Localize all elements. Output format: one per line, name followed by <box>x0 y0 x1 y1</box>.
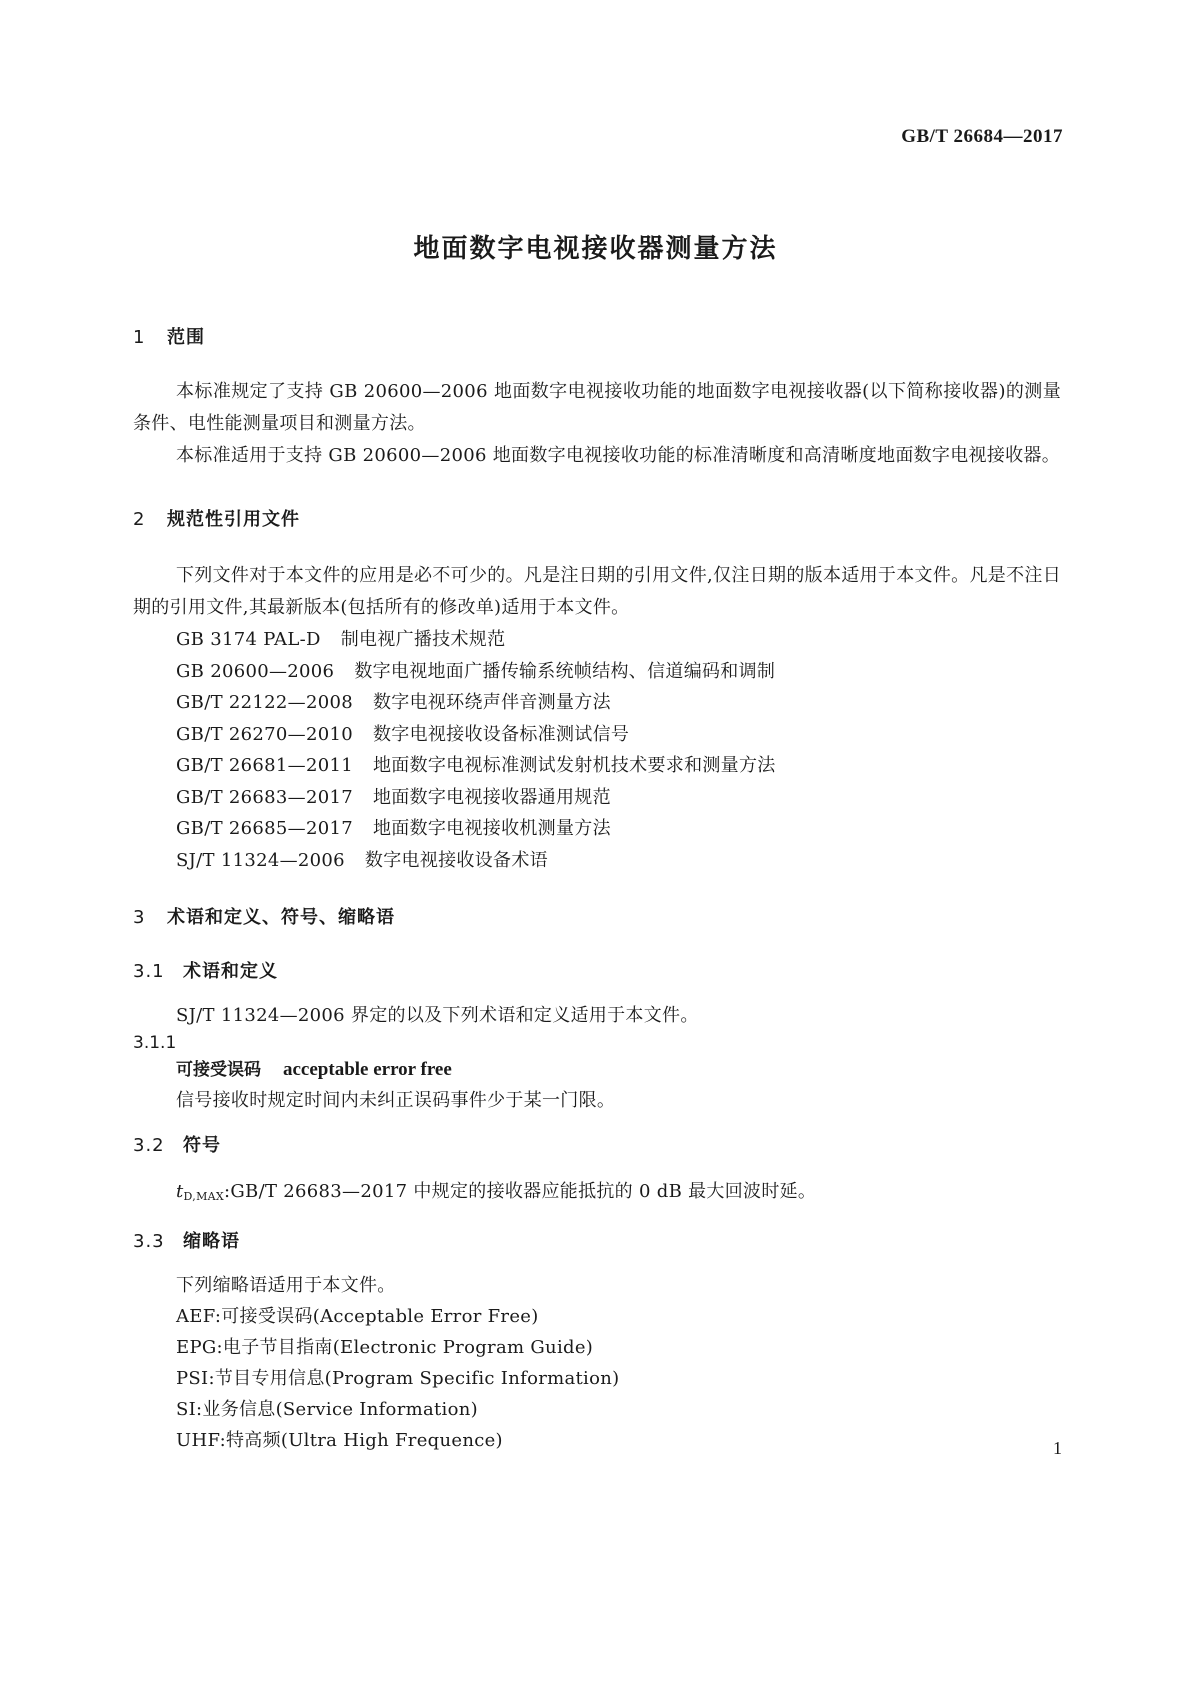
subsection-3-1-heading <box>133 960 1061 984</box>
section-title: 术语和定义、符号、缩略语 <box>167 907 395 928</box>
section-number: 2 <box>133 509 146 530</box>
reference-item <box>176 624 1061 656</box>
subsection-3-3-heading <box>133 1230 1061 1254</box>
subsection-title: 术语和定义 <box>183 961 278 982</box>
paragraph: 下列缩略语适用于本文件。 <box>176 1275 396 1296</box>
symbol-text: :GB/T 26683—2017 中规定的接收器应能抵抗的 0 dB 最大回波时延。 <box>224 1181 817 1202</box>
subsection-number: 3.3 <box>133 1231 165 1252</box>
reference-item <box>176 782 1061 814</box>
term-number: 3.1.1 <box>133 1033 177 1053</box>
reference-code: GB 20600—2006 <box>176 660 335 682</box>
reference-code: GB/T 26270—2010 <box>176 723 353 745</box>
abbreviation-item: EPG:电子节目指南(Electronic Program Guide) <box>176 1337 594 1358</box>
symbol-definition <box>176 1176 1061 1212</box>
reference-item <box>176 656 1061 688</box>
paragraph: 下列文件对于本文件的应用是必不可少的。凡是注日期的引用文件,仅注日期的版本适用于本文件。凡是不注日期的引用文件,其最新版本(包括所有的修改单)适用于本文件。 <box>133 565 1061 618</box>
reference-code: GB/T 26685—2017 <box>176 818 353 839</box>
abbreviation-item: AEF:可接受误码(Acceptable Error Free) <box>176 1306 539 1327</box>
page-number: 1 <box>1053 1438 1062 1458</box>
reference-name: 数字电视接收设备术语 <box>364 849 548 871</box>
term-definition: 信号接收时规定时间内未纠正误码事件少于某一门限。 <box>176 1090 616 1111</box>
document-title: 地面数字电视接收器测量方法 <box>413 234 778 264</box>
term-english: acceptable error free <box>283 1059 452 1080</box>
term-chinese: 可接受误码 <box>176 1060 261 1080</box>
subsection-title: 缩略语 <box>183 1231 240 1252</box>
reference-name: 数字电视接收设备标准测试信号 <box>372 723 630 745</box>
abbreviation-item: PSI:节目专用信息(Program Specific Information) <box>176 1368 620 1389</box>
reference-name: 制电视广播技术规范 <box>340 629 506 650</box>
reference-item <box>176 845 1061 877</box>
reference-code: SJ/T 11324—2006 <box>176 849 345 871</box>
document-body <box>133 326 1061 1456</box>
paragraph: SJ/T 11324—2006 界定的以及下列术语和定义适用于本文件。 <box>176 1005 699 1026</box>
reference-item <box>176 750 1061 782</box>
abbreviation-item: SI:业务信息(Service Information) <box>176 1399 478 1420</box>
reference-name: 数字电视地面广播传输系统帧结构、信道编码和调制 <box>354 660 776 682</box>
reference-item <box>176 687 1061 719</box>
subsection-number: 3.1 <box>133 961 165 982</box>
section-3-heading <box>133 906 1061 930</box>
subsection-title: 符号 <box>183 1135 221 1156</box>
reference-code: GB/T 26683—2017 <box>176 786 353 808</box>
subsection-3-2-heading <box>133 1134 1061 1158</box>
reference-name: 地面数字电视接收器通用规范 <box>372 786 611 808</box>
section-number: 3 <box>133 907 146 928</box>
abbreviation-item: UHF:特高频(Ultra High Frequence) <box>176 1430 503 1451</box>
standard-code: GB/T 26684—2017 <box>901 126 1063 147</box>
term-heading <box>176 1055 1061 1085</box>
reference-list <box>133 624 1061 876</box>
reference-name: 地面数字电视标准测试发射机技术要求和测量方法 <box>372 755 776 776</box>
paragraph: 本标准适用于支持 GB 20600—2006 地面数字电视接收功能的标准清晰度和高清晰度地面数字电视接收器。 <box>176 445 1061 466</box>
section-title: 范围 <box>167 327 205 348</box>
reference-code: GB/T 26681—2011 <box>176 755 353 776</box>
reference-item <box>176 813 1061 845</box>
section-1-heading <box>133 326 1061 350</box>
section-2-heading <box>133 508 1061 532</box>
paragraph: 本标准规定了支持 GB 20600—2006 地面数字电视接收功能的地面数字电视接收器(以下简称接收器)的测量条件、电性能测量项目和测量方法。 <box>133 381 1061 434</box>
reference-name: 地面数字电视接收机测量方法 <box>372 818 611 839</box>
symbol-subscript: D,MAX <box>183 1190 225 1203</box>
reference-code: GB 3174 PAL-D <box>176 629 321 650</box>
subsection-number: 3.2 <box>133 1135 165 1156</box>
reference-code: GB/T 22122—2008 <box>176 692 353 713</box>
section-number: 1 <box>133 327 146 348</box>
symbol <box>176 1181 224 1202</box>
abbreviation-list <box>133 1301 1061 1456</box>
section-title: 规范性引用文件 <box>167 509 300 530</box>
reference-name: 数字电视环绕声伴音测量方法 <box>372 692 611 713</box>
reference-item <box>176 719 1061 751</box>
symbol-base: t <box>176 1181 184 1202</box>
